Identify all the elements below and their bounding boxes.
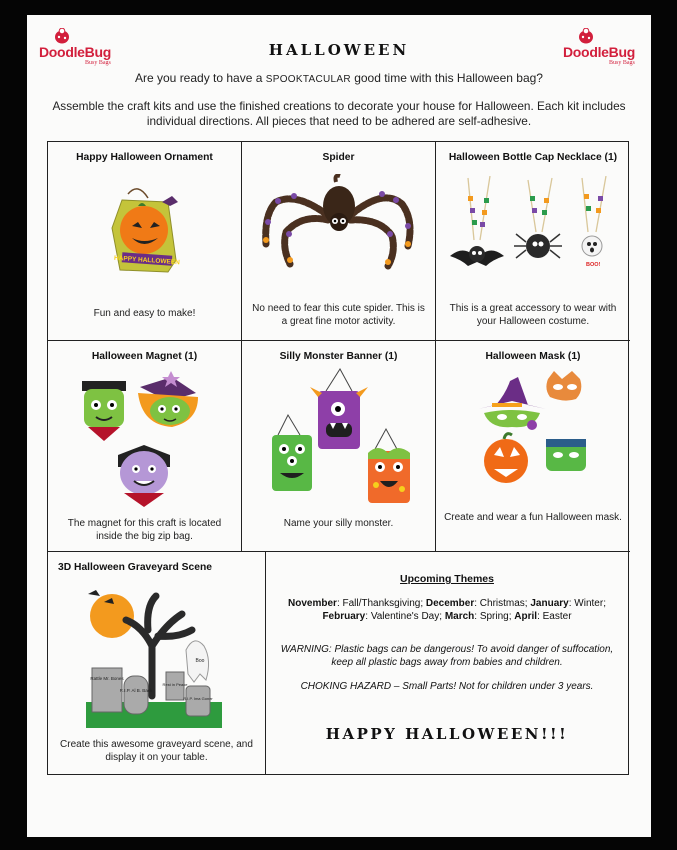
kit-cell-banner (242, 341, 436, 552)
kit-title: 3D Halloween Graveyard Scene (58, 562, 212, 573)
theme-name: Winter; (574, 598, 606, 609)
kit-desc: Create this awesome graveyard scene, and display it on your table. (60, 739, 253, 763)
kit-cell-spider (242, 142, 436, 341)
gravestone-label: Rest in Peace (162, 682, 188, 687)
pumpkin-ornament-image (98, 178, 194, 278)
ghost-label: Boo (195, 658, 205, 664)
necklace-label: BOO! (586, 262, 601, 268)
kit-cell-mask (436, 341, 630, 552)
kit-title: Halloween Magnet (1) (91, 351, 198, 362)
page-title: HALLOWEEN (268, 41, 410, 59)
kit-desc: Create and wear a fun Halloween mask. (444, 512, 622, 523)
intro-line (27, 71, 651, 85)
kit-desc: The magnet for this craft is located inside the big zip bag. (67, 518, 222, 542)
kit-cell-graveyard (48, 552, 266, 774)
intro-paragraph: Assemble the craft kits and use the finished creations to decorate your house for Halloween. Each kit includes individual directions. All pieces that need to be adhered are self-adhesive. (52, 99, 626, 128)
theme-month: November (288, 598, 337, 609)
theme-name: Spring; (479, 611, 512, 622)
logo-sub: Busy Bags (85, 60, 111, 66)
logo-brand: DoodleBug (563, 44, 635, 60)
plastic-bag-warning: WARNING: Plastic bags can be dangerous! To avoid danger of suffocation, keep all plastic bags away from babies and children. (280, 644, 614, 668)
logo-brand: DoodleBug (39, 44, 111, 60)
kit-desc: This is a great accessory to wear with your Halloween costume. (449, 303, 617, 327)
flyer-sheet (27, 15, 651, 837)
theme-month: March (444, 611, 475, 622)
intro-emphasis: SPOOKTACULAR (265, 74, 351, 85)
gravestone-label: Rattle Mr. Bones (90, 676, 124, 681)
monster-banner-image (266, 367, 416, 507)
theme-name: Christmas; (479, 598, 528, 609)
theme-name: Easter (542, 611, 572, 622)
themes-list: November: Fall/Thanksgiving; December: Christmas; January: Winter; February: Valentine's Day; March: Spring; April: Easter (288, 598, 606, 622)
theme-month: April (514, 611, 538, 622)
kit-title: Spider (322, 152, 355, 163)
theme-name: Fall/Thanksgiving; (342, 598, 424, 609)
kit-cell-ornament (48, 142, 242, 341)
necklace-image (446, 176, 620, 280)
kit-desc: Fun and easy to make! (93, 308, 196, 319)
kit-title: Happy Halloween Ornament (76, 152, 213, 163)
choking-hazard-warning: CHOKING HAZARD – Small Parts! Not for children under 3 years. (300, 681, 594, 692)
kit-cell-necklace (436, 142, 630, 341)
theme-month: February (322, 611, 366, 622)
theme-month: January (530, 598, 569, 609)
intro-pre: Are you ready to have a (135, 71, 266, 85)
closing-greeting: HAPPY HALLOWEEN!!! (325, 725, 569, 743)
kit-title: Halloween Mask (1) (485, 351, 581, 362)
spider-image (256, 174, 422, 276)
kit-cell-magnet (48, 341, 242, 552)
kit-grid (47, 141, 629, 775)
gravestone-label: R.I.P. Ima Goner (183, 696, 213, 701)
intro-post: good time with this Halloween bag? (350, 71, 543, 85)
theme-month: December (425, 598, 475, 609)
mask-image (472, 369, 596, 497)
theme-name: Valentine's Day; (370, 611, 443, 622)
themes-panel (266, 545, 628, 774)
ornament-label: HAPPY HALLOWEEN (113, 254, 181, 267)
themes-heading: Upcoming Themes (400, 573, 494, 585)
kit-title: Silly Monster Banner (1) (279, 351, 398, 362)
graveyard-image (82, 586, 232, 736)
logo-sub: Busy Bags (609, 60, 635, 66)
kit-desc: No need to fear this cute spider. This is a great fine motor activity. (252, 303, 425, 327)
kit-title: Halloween Bottle Cap Necklace (1) (448, 152, 618, 163)
gravestone-label: R.I.P. Al B. Back (119, 688, 153, 693)
magnet-faces-image (72, 371, 222, 511)
kit-desc: Name your silly monster. (283, 518, 394, 529)
